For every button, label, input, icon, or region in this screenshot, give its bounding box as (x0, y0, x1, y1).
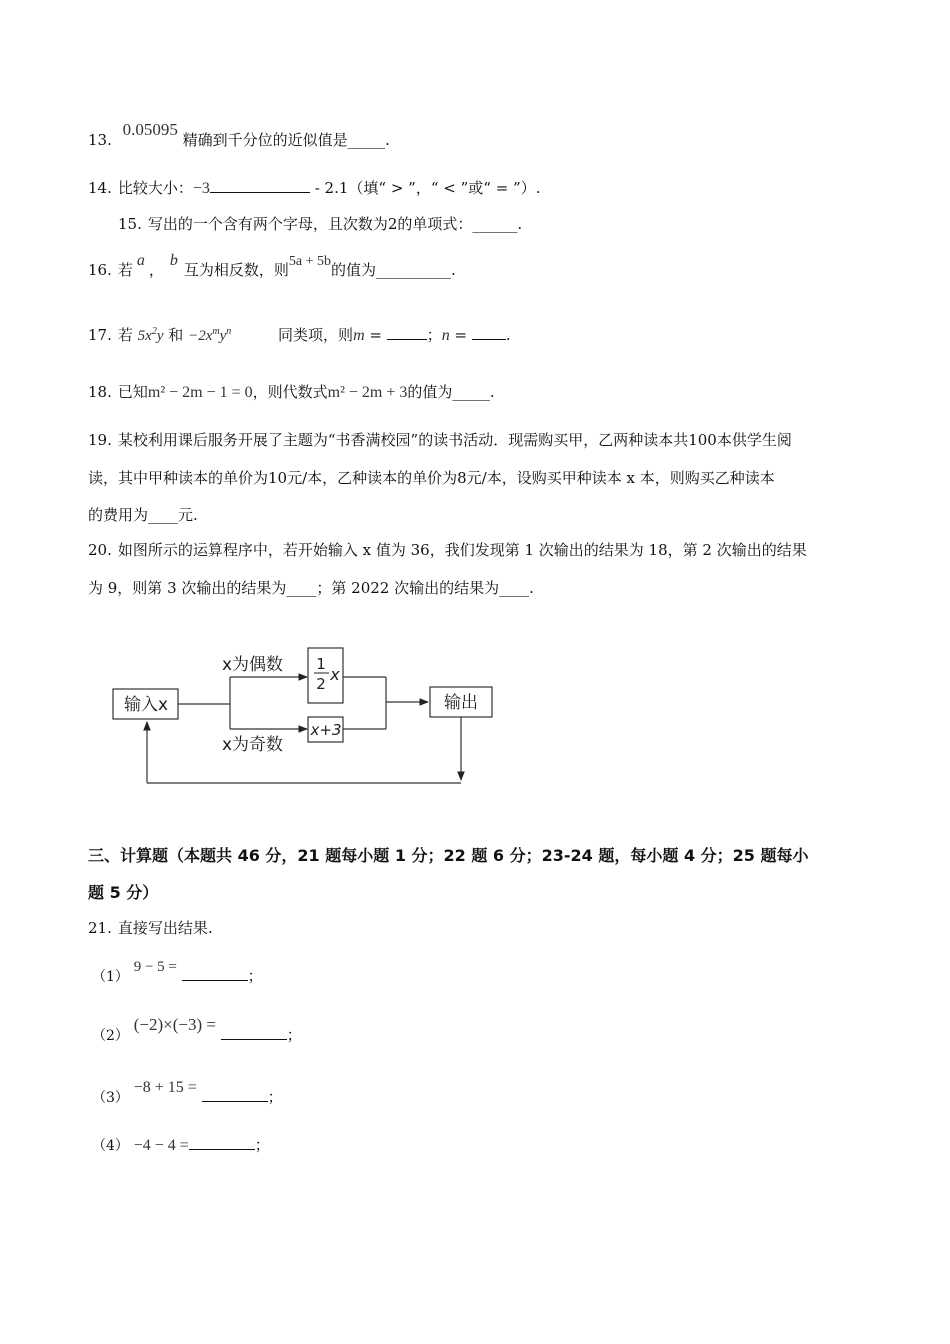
svg-text:1: 1 (316, 655, 326, 673)
question-19-line3: 的费用为____元. (88, 506, 198, 524)
q14-blank[interactable] (210, 178, 310, 193)
question-18: 18. 已知m² − 2m − 1 = 0，则代数式m² − 2m + 3的值为_____. (88, 383, 495, 401)
question-20-line2: 为 9，则第 3 次输出的结果为____；第 2022 次输出的结果为____. (88, 579, 534, 597)
q21-blank-2[interactable] (221, 1025, 287, 1040)
svg-text:x+3: x+3 (310, 721, 342, 739)
flow-odd-label: x为奇数 (222, 735, 284, 755)
q21-item-4: （4） −4 − 4 = ； (92, 1136, 270, 1154)
flow-input-label: 输入x (123, 695, 169, 715)
q21-blank-1[interactable] (182, 966, 248, 981)
svg-text:x: x (330, 665, 340, 684)
section-3-heading-line1: 三、计算题（本题共 46 分，21 题每小题 1 分；22 题 6 分；23-24 题，每小题 4 分；25 题每小 (88, 846, 809, 865)
question-19-line1: 19. 某校利用课后服务开展了主题为“书香满校园”的读书活动．现需购买甲，乙两种读本共100本供学生阅 (88, 431, 792, 449)
flow-output-label: 输出 (444, 693, 478, 713)
question-17: 17. 若 $5x^2y$ 和 $-2x^my^n$ 同类项，则m = ；n = . (88, 326, 511, 344)
question-15: 15. 写出的一个含有两个字母，且次数为2的单项式：______. (118, 215, 523, 233)
question-13: 13. 0.05095 精确到千分位的近似值是_____. (88, 120, 390, 149)
q21-blank-4[interactable] (189, 1135, 255, 1150)
q21-item-2: （2） (−2)×(−3) = ； (92, 1015, 302, 1044)
svg-text:2: 2 (316, 675, 326, 693)
flow-even-label: x为偶数 (222, 655, 284, 675)
q17-m-blank[interactable] (387, 325, 427, 340)
question-14: 14. 比较大小：−3 - 2.1（填“ > ”，“ < ”或“ = ”）. (88, 179, 541, 197)
section-3-heading-line2: 题 5 分） (88, 883, 159, 902)
flow-chart (100, 640, 520, 800)
question-20-line1: 20. 如图所示的运算程序中，若开始输入 x 值为 36，我们发现第 1 次输出的结果为 18，第 2 次输出的结果 (88, 541, 807, 559)
q21-item-1: （1） 9 − 5 = ； (92, 959, 263, 985)
q21-item-3: （3） −8 + 15 = ； (92, 1079, 283, 1106)
q17-n-blank[interactable] (472, 325, 506, 340)
q13-expr: 0.05095 (122, 120, 178, 139)
question-21: 21. 直接写出结果. (88, 919, 213, 937)
q21-blank-3[interactable] (202, 1087, 268, 1102)
question-19-line2: 读，其中甲种读本的单价为10元/本，乙种读本的单价为8元/本，设购买甲种读本 x 本，则购买乙种读本 (88, 469, 775, 487)
question-16: 16. 若a，b互为相反数，则5a + 5b的值为__________. (88, 252, 456, 279)
